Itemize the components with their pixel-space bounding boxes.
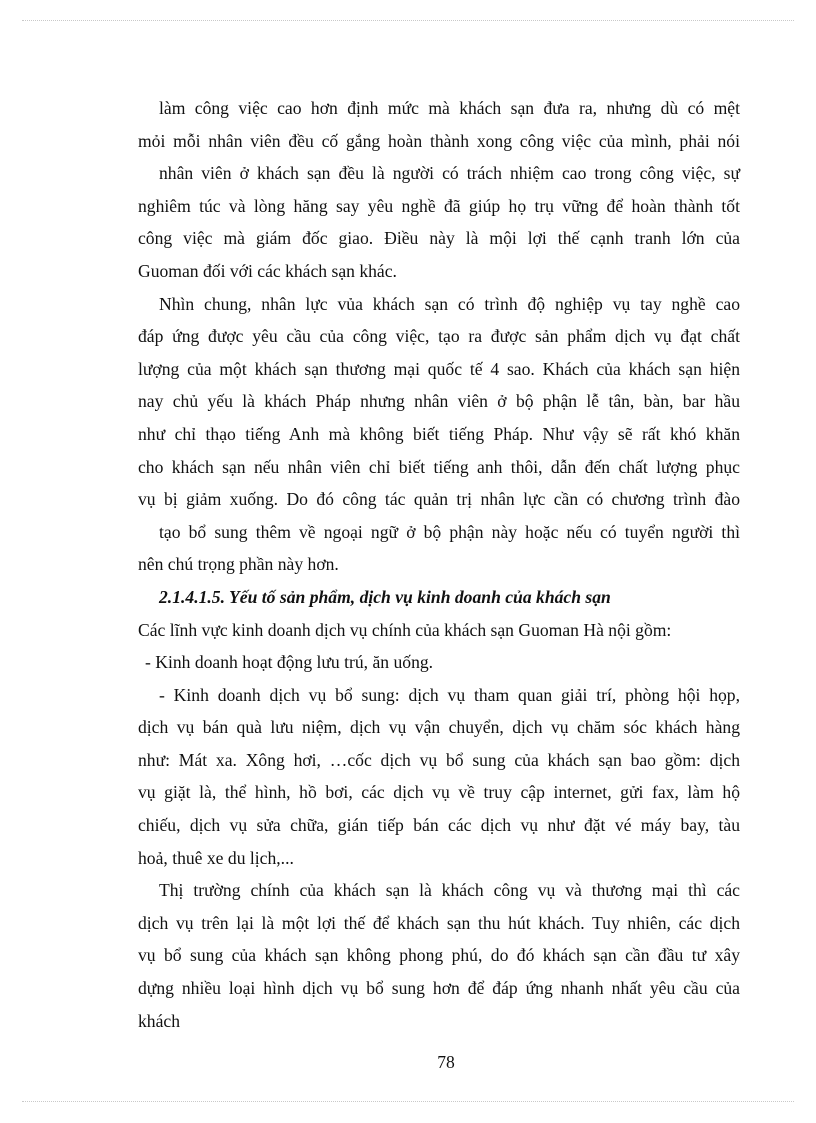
text-line: vụ bị giảm xuống. Do đó công tác quản trị nhân lực cần có chương trình đào bbox=[138, 489, 740, 510]
page-number: 78 bbox=[437, 1052, 455, 1072]
page-border-top bbox=[22, 20, 794, 21]
text-line: vụ bổ sung của khách sạn không phong phú, do đó khách sạn cần đầu tư xây bbox=[138, 945, 740, 966]
text-line: nay chủ yếu là khách Pháp nhưng nhân viên ở bộ phận lễ tân, bàn, bar hầu bbox=[138, 391, 740, 412]
text-line: khách bbox=[138, 1010, 181, 1031]
bullet-line: - Kinh doanh dịch vụ bổ sung: dịch vụ tham quan giải trí, phòng hội họp, bbox=[159, 684, 740, 705]
text-line: tạo bổ sung thêm về ngoại ngữ ở bộ phận này hoặc nếu có tuyển người thì bbox=[159, 521, 740, 542]
text-line: chiếu, dịch vụ sửa chữa, gián tiếp bán các dịch vụ như đặt vé máy bay, tàu bbox=[138, 815, 740, 836]
text-line: Các lĩnh vực kinh doanh dịch vụ chính của khách sạn Guoman Hà nội gồm: bbox=[138, 619, 672, 640]
text-line: mỏi mỗi nhân viên đều cố gắng hoàn thành xong công việc của mình, phải nói bbox=[138, 130, 740, 151]
text-line: làm công việc cao hơn định mức mà khách sạn đưa ra, nhưng dù có mệt bbox=[159, 98, 740, 118]
text-line: vụ giặt là, thể hình, hồ bơi, các dịch vụ về truy cập internet, gửi fax, làm hộ bbox=[138, 782, 740, 803]
text-line: nghiêm túc và lòng hăng say yêu nghề đã giúp họ trụ vững để hoàn thành tốt bbox=[138, 195, 740, 216]
body-text bbox=[138, 92, 740, 1037]
text-line: hoả, thuê xe du lịch,... bbox=[138, 847, 294, 868]
text-line: lượng của một khách sạn thương mại quốc tế 4 sao. Khách của khách sạn hiện bbox=[138, 358, 740, 379]
text-line: như: Mát xa. Xông hơi, …cốc dịch vụ bổ sung của khách sạn bao gồm: dịch bbox=[138, 749, 740, 770]
text-line: Nhìn chung, nhân lực vủa khách sạn có trình độ nghiệp vụ tay nghề cao bbox=[159, 293, 740, 314]
section-heading: 2.1.4.1.5. Yếu tố sản phẩm, dịch vụ kinh doanh của khách sạn bbox=[159, 586, 611, 607]
text-line: nhân viên ở khách sạn đều là người có trách nhiệm cao trong công việc, sự bbox=[159, 163, 740, 184]
text-line: dịch vụ trên lại là một lợi thế để khách sạn thu hút khách. Tuy nhiên, các dịch bbox=[138, 912, 740, 933]
text-line: Guoman đối với các khách sạn khác. bbox=[138, 260, 397, 281]
text-line: như chỉ thạo tiếng Anh mà không biết tiếng Pháp. Như vậy sẽ rất khó khăn bbox=[138, 423, 740, 444]
text-line: công việc mà giám đốc giao. Điều này là mội lợi thế cạnh tranh lớn của bbox=[138, 228, 740, 249]
text-line: nên chú trọng phần này hơn. bbox=[138, 554, 339, 575]
text-line: dịch vụ bán quà lưu niệm, dịch vụ vận chuyển, dịch vụ chăm sóc khách hàng bbox=[138, 717, 740, 738]
bullet-line: - Kinh doanh hoạt động lưu trú, ăn uống. bbox=[145, 652, 434, 673]
text-line: cho khách sạn nếu nhân viên chỉ biết tiếng anh thôi, dẫn đến chất lượng phục bbox=[138, 456, 740, 477]
text-line: dựng nhiều loại hình dịch vụ bổ sung hơn để đáp ứng nhanh nhất yêu cầu của bbox=[138, 978, 740, 999]
text-line: đáp ứng được yêu cầu của công việc, tạo ra được sản phẩm dịch vụ đạt chất bbox=[138, 326, 740, 347]
text-line: Thị trường chính của khách sạn là khách công vụ và thương mại thì các bbox=[159, 880, 740, 901]
page-border-bottom bbox=[22, 1101, 794, 1102]
